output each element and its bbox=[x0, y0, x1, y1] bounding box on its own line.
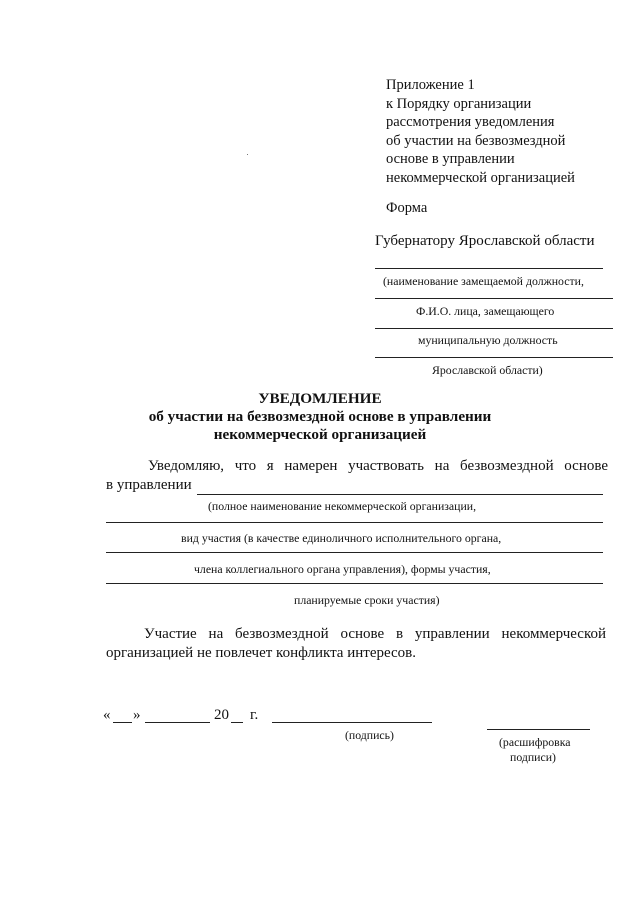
date-month-field bbox=[145, 722, 210, 723]
participation-field-line bbox=[106, 583, 603, 584]
participation-form-hint: члена коллегиального органа управления), формы участия, bbox=[194, 562, 491, 576]
date-year-field bbox=[231, 722, 243, 723]
appendix-block bbox=[386, 76, 575, 188]
recipient-underline bbox=[375, 268, 603, 269]
org-name-field-line bbox=[197, 494, 603, 495]
recipient-hint-region: Ярославской области) bbox=[432, 363, 543, 377]
org-name-hint: (полное наименование некоммерческой организации, bbox=[208, 499, 477, 513]
recipient-hint-position: (наименование замещаемой должности, bbox=[383, 274, 584, 288]
notice-first-line: Уведомляю, что я намерен участвовать на безвозмездной основе bbox=[148, 458, 608, 474]
participation-field-line bbox=[106, 552, 603, 553]
appendix-line: рассмотрения уведомления bbox=[386, 114, 555, 131]
appendix-line: об участии на безвозмездной bbox=[386, 132, 566, 149]
participation-field-line bbox=[106, 522, 603, 523]
signature-field-line bbox=[272, 722, 432, 723]
date-day-field bbox=[113, 722, 132, 723]
appendix-line: к Порядку организации bbox=[386, 95, 532, 112]
decode-field-line bbox=[487, 729, 590, 730]
recipient-underline bbox=[375, 298, 613, 299]
notice-org-prefix: в управлении bbox=[106, 477, 192, 493]
signature-hint: (подпись) bbox=[345, 728, 394, 742]
date-close-quote: » bbox=[133, 707, 141, 723]
recipient-addressee: Губернатору Ярославской области bbox=[375, 233, 595, 249]
conclusion-first-line: Участие на безвозмездной основе в управлении некоммерческой bbox=[144, 626, 606, 642]
recipient-underline bbox=[375, 328, 613, 329]
date-open-quote: « bbox=[103, 707, 111, 723]
appendix-line: некоммерческой организацией bbox=[386, 169, 575, 186]
participation-term-hint: планируемые сроки участия) bbox=[294, 593, 440, 607]
recipient-hint-municipal: муниципальную должность bbox=[418, 333, 558, 347]
form-label: Форма bbox=[386, 200, 428, 216]
document-title: УВЕДОМЛЕНИЕ bbox=[258, 390, 382, 407]
decode-hint: (расшифровка bbox=[499, 735, 571, 749]
date-century: 20 bbox=[214, 707, 229, 723]
scan-speck bbox=[247, 154, 248, 155]
participation-type-hint: вид участия (в качестве единоличного исполнительного органа, bbox=[181, 531, 502, 545]
recipient-underline bbox=[375, 357, 613, 358]
appendix-line: Приложение 1 bbox=[386, 77, 475, 93]
decode-hint: подписи) bbox=[510, 750, 556, 764]
conclusion-second-line: организацией не повлечет конфликта интересов. bbox=[106, 645, 416, 661]
document-subtitle-line: некоммерческой организацией bbox=[213, 426, 427, 443]
appendix-line: основе в управлении bbox=[386, 151, 515, 168]
recipient-hint-name: Ф.И.О. лица, замещающего bbox=[416, 304, 555, 318]
document-subtitle-line: об участии на безвозмездной основе в управлении bbox=[148, 408, 492, 425]
date-year-suffix: г. bbox=[250, 707, 259, 723]
